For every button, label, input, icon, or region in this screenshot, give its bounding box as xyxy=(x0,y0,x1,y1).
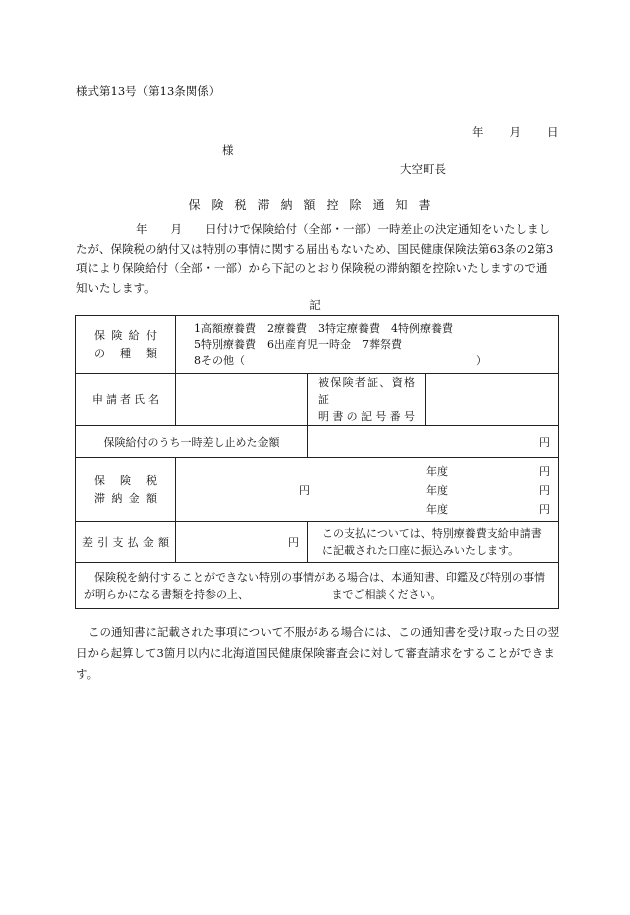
insured-number-label xyxy=(308,374,426,426)
date-line xyxy=(472,124,559,140)
document-title: 保険税滞納額控除通知書 xyxy=(188,198,442,212)
applicant-label xyxy=(76,374,176,426)
special-circumstances-note: 保険税を納付することができない特別の事情がある場合は、本通知書、印鑑及び特別の事情が明らかになる書類を持参の上、 までご相談ください。 xyxy=(76,563,559,609)
arrears-label-line1: 保険税 xyxy=(94,473,157,487)
arrears-years-list xyxy=(310,461,558,519)
arrears-row xyxy=(76,458,559,522)
arrears-year-unit: 円 xyxy=(539,483,550,497)
date-day: 日 xyxy=(547,125,559,139)
withheld-amount-field[interactable] xyxy=(308,426,559,458)
arrears-label-line2: 滞納金額 xyxy=(94,491,157,505)
arrears-year-label: 年度 xyxy=(426,502,448,516)
intro-text: 年 月 日付けで保険給付（全部・一部）一時差止の決定通知をいたしましたが、保険税の納付又は特別の事情に関する届出もないため、国民健康保険法第63条の2第3項により保険給付（全部・一部）から下記のとおり保険税の滞納額を控除いたしますので通知いたします。 xyxy=(76,222,554,295)
arrears-label xyxy=(76,458,176,522)
addressee-suffix: 様 xyxy=(222,143,234,157)
withheld-row xyxy=(76,426,559,458)
arrears-year-label: 年度 xyxy=(426,483,448,497)
insured-number-field[interactable] xyxy=(426,374,559,426)
withheld-unit: 円 xyxy=(539,435,550,449)
appeal-notice: この通知書に記載された事項について不服がある場合には、この通知書を受け取った日の翌日から起算して3箇月以内に北海道国民健康保険審査会に対して審査請求をすることができます。 xyxy=(76,625,560,681)
arrears-amount-cell xyxy=(176,458,559,522)
net-payment-label-text: 差引支払金額 xyxy=(82,535,169,549)
insured-number-label-line1: 被保険者証、資格証 xyxy=(318,376,415,406)
payment-note: この支払については、特別療養費支給申請書に記載された口座に振込みいたします。 xyxy=(308,522,559,563)
net-payment-label xyxy=(76,522,176,563)
withheld-label: 保険給付のうち一時差し止めた金額 xyxy=(76,426,308,458)
applicant-name-field[interactable] xyxy=(176,374,308,426)
benefit-type-line-2: 5特別療養費 6出産育児一時金 7葬祭費 xyxy=(194,337,402,351)
date-month: 月 xyxy=(509,125,521,139)
benefit-type-label-line1: 保険給付 xyxy=(94,328,157,342)
benefit-type-line-1: 1高額療養費 2療養費 3特定療養費 4特例療養費 xyxy=(194,321,453,335)
date-year: 年 xyxy=(472,125,484,139)
benefit-type-line-3: 8その他（ ） xyxy=(194,353,487,367)
benefit-type-label-line2: の種類 xyxy=(94,346,157,360)
intro-paragraph xyxy=(76,220,558,298)
applicant-label-text: 申請者氏名 xyxy=(92,393,159,406)
form-number: 様式第13号（第13条関係） xyxy=(76,84,221,98)
benefit-type-label xyxy=(76,316,176,374)
net-payment-field[interactable] xyxy=(176,522,308,563)
ki-heading: 記 xyxy=(309,298,321,312)
net-payment-unit: 円 xyxy=(288,536,299,549)
arrears-year-unit: 円 xyxy=(539,502,550,516)
applicant-row xyxy=(76,374,559,426)
net-payment-row xyxy=(76,522,559,563)
insured-number-label-line2: 明書の記号番号 xyxy=(318,410,415,423)
benefit-type-row xyxy=(76,316,559,374)
special-circumstances-row xyxy=(76,563,559,609)
deduction-table xyxy=(75,315,559,609)
issuer-name: 大空町長 xyxy=(400,162,446,176)
arrears-year-unit: 円 xyxy=(539,464,550,478)
arrears-total-unit: 円 xyxy=(299,483,310,497)
benefit-type-options xyxy=(176,316,559,374)
arrears-year-label: 年度 xyxy=(426,464,448,478)
